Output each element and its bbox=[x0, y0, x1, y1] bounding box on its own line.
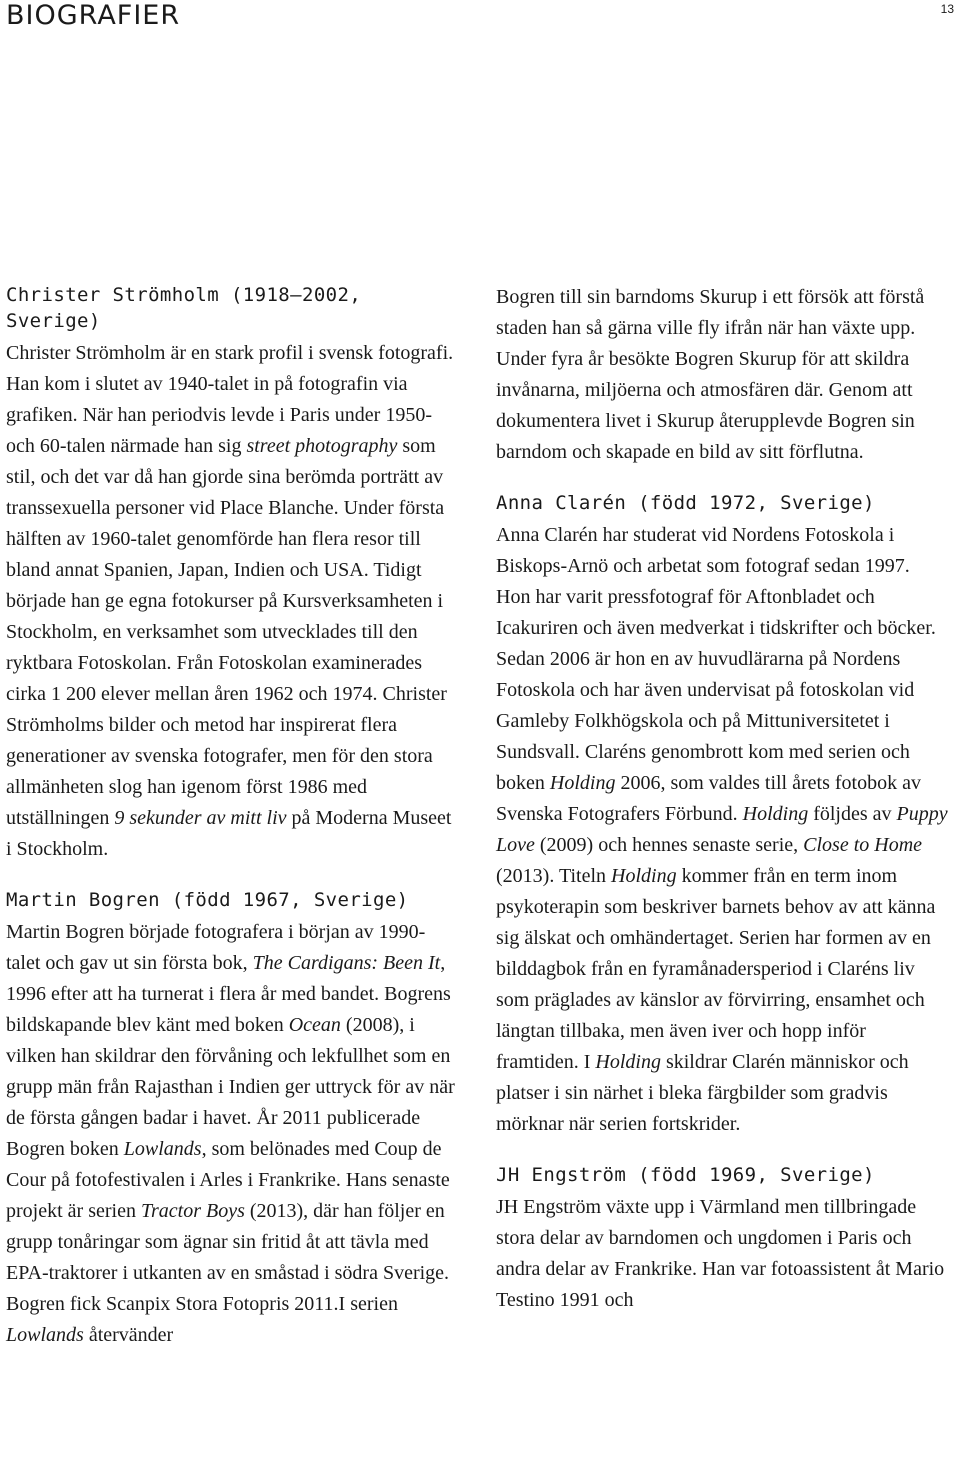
page-number: 13 bbox=[940, 2, 954, 16]
text-run: Anna Clarén har studerat vid Nordens Fotoskola i Biskops-Arnö och arbetat som fotograf sedan 1997. Hon har varit pressfotograf för Aftonbladet och Icakuriren och även medverkat i tidskrifter och böcker. Sedan 2006 är hon en av huvudlärarna på Nordens Fotoskola och har även undervisat på fotoskolan vid Gamleby Folkhögskola och på Mittuniversitetet i Sundsvall. Claréns genombrott kom med serien och boken bbox=[496, 524, 936, 794]
bio-anna-claren bbox=[496, 490, 948, 1140]
text-run: kommer från en term inom psykoterapin som beskriver barnets behov av att känna sig älskat och omhändertaget. Serien har formen av en bilddagbok från en fyramånadersperiod i Claréns liv som präglades av känslor av förvirring, ensamhet och längtan tillbaka, men även iver och hopp inför framtiden. I bbox=[496, 865, 936, 1073]
italic-title: Holding bbox=[742, 803, 809, 825]
italic-title: Ocean bbox=[288, 1014, 341, 1036]
text-run: som stil, och det var då han gjorde sina berömda porträtt av transsexuella personer vid Place Blanche. Under första hälften av 1960-talet genomförde han flera resor till bland annat Spanien, Japan, Indien och USA. Tidigt började han ge egna fotokurser på Kursverksamheten i Stockholm, en verksamhet som utvecklades till den ryktbara Fotoskolan. Från Fotoskolan examinerades cirka 1 200 elever mellan åren 1962 och 1974. Christer Strömholms bilder och metod har inspirerat flera generationer av svenska fotografer, men för den stora allmänheten slog han igenom först 1986 med utställningen bbox=[6, 435, 447, 829]
page-title: BIOGRAFIER bbox=[6, 0, 181, 31]
italic-title: Puppy Love bbox=[496, 803, 948, 856]
italic-title: Close to Home bbox=[803, 834, 923, 856]
italic-title: Holding bbox=[595, 1051, 661, 1073]
text-run: följdes av bbox=[808, 803, 897, 825]
bio-heading: JH Engström (född 1969, Sverige) bbox=[496, 1164, 875, 1186]
text-run: skildrar Clarén människor och platser i sin närhet i bleka färgbilder som gradvis mörknar när serien fortskrider. bbox=[496, 1051, 909, 1135]
italic-title: Holding bbox=[549, 772, 616, 794]
text-run: , som belönades med Coup de Cour på fotofestivalen i Arles i Frankrike. Hans senaste projekt är serien bbox=[6, 1138, 450, 1222]
bio-martin-bogren bbox=[6, 887, 458, 1351]
bio-christer-stromholm bbox=[6, 282, 458, 865]
italic-title: street photography bbox=[246, 435, 398, 457]
text-run: på Moderna Museet i Stockholm. bbox=[6, 807, 452, 860]
bio-heading: Martin Bogren (född 1967, Sverige) bbox=[6, 889, 409, 911]
text-run: , 1996 efter att ha turnerat i flera år med bandet. Bogrens bildskapande blev känt med boken bbox=[6, 952, 451, 1036]
italic-title: Holding bbox=[611, 865, 677, 887]
text-run: 2006, som valdes till årets fotobok av Svenska Fotografers Förbund. bbox=[496, 772, 921, 825]
bio-paragraph bbox=[6, 917, 458, 1351]
bio-martin-bogren-continued bbox=[496, 282, 948, 468]
text-run: återvänder bbox=[83, 1324, 174, 1346]
right-column bbox=[496, 282, 948, 1316]
bio-paragraph bbox=[496, 1192, 948, 1316]
italic-title: 9 sekunder av mitt liv bbox=[114, 807, 287, 829]
text-run: (2013), där han följer en grupp tonåringar som ägnar sin fritid åt att tävla med EPA-traktorer i utkanten av en småstad i södra Sverige. Bogren fick Scanpix Stora Fotopris 2011.I serien bbox=[6, 1200, 450, 1315]
bio-jh-engstrom bbox=[496, 1162, 948, 1316]
italic-title: The Cardigans: Been It bbox=[252, 952, 441, 974]
italic-title: Tractor Boys bbox=[140, 1200, 245, 1222]
bio-heading: Christer Strömholm (1918–2002, Sverige) bbox=[6, 284, 362, 332]
text-run: (2013). Titeln bbox=[496, 865, 612, 887]
bio-heading: Anna Clarén (född 1972, Sverige) bbox=[496, 492, 875, 514]
text-run: Christer Strömholm är en stark profil i svensk fotografi. Han kom i slutet av 1940-talet in på fotografin via grafiken. När han periodvis levde i Paris under 1950- och 60-talen närmade han sig bbox=[6, 342, 454, 457]
left-column bbox=[6, 282, 458, 1351]
bio-paragraph bbox=[496, 520, 948, 1140]
text-run: JH Engström växte upp i Värmland men tillbringade stora delar av barndomen och ungdomen i Paris och andra delar av Frankrike. Han var fotoassistent åt Mario Testino 1991 och bbox=[496, 1196, 945, 1311]
text-run: (2008), i vilken han skildrar den förvåning och lekfullhet som en grupp män från Rajasthan i Indien ger uttryck för av när de första gången badar i havet. År 2011 publicerade Bogren boken bbox=[6, 1014, 455, 1160]
bio-paragraph bbox=[496, 282, 948, 468]
bio-paragraph bbox=[6, 338, 458, 865]
italic-title: Lowlands bbox=[123, 1138, 202, 1160]
text-run: (2009) och hennes senaste serie, bbox=[534, 834, 804, 856]
text-run: Bogren till sin barndoms Skurup i ett försök att förstå staden han så gärna ville fly ifrån när han växte upp. Under fyra år besökte Bogren Skurup för att skildra invånarna, miljöerna och atmosfären där. Genom att dokumentera livet i Skurup återupplevde Bogren sin barndom och skapade en bild av sitt förflutna. bbox=[496, 286, 925, 463]
text-run: Martin Bogren började fotografera i början av 1990-talet och gav ut sin första bok, bbox=[6, 921, 426, 974]
italic-title: Lowlands bbox=[6, 1324, 84, 1346]
